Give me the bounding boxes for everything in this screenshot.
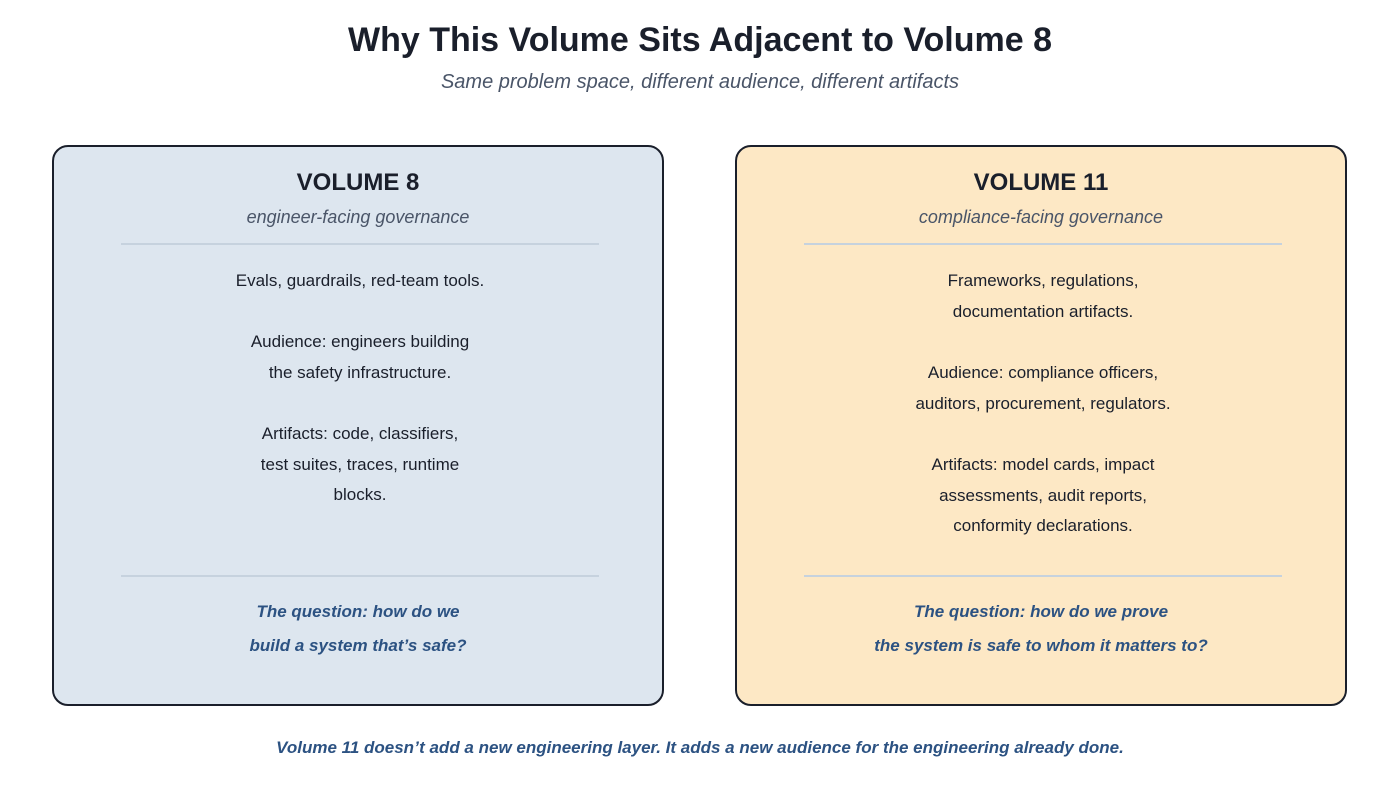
text-line: Evals, guardrails, red-team tools.	[235, 271, 485, 290]
text-line: Audience: compliance officers,	[927, 363, 1159, 382]
text-line: auditors, procurement, regulators.	[915, 393, 1171, 413]
question-line: the system is safe to whom it matters to?	[874, 636, 1208, 655]
volume-11-panel	[735, 145, 1347, 706]
footer-note: Volume 11 doesn’t add a new engineering layer. It adds a new audience for the engineering already done.	[276, 738, 1124, 757]
page-title: Why This Volume Sits Adjacent to Volume 8	[347, 21, 1053, 59]
text-line: Frameworks, regulations,	[947, 271, 1139, 290]
text-line: assessments, audit reports,	[939, 485, 1147, 505]
artifacts-text	[94, 419, 626, 511]
scope-text	[94, 266, 626, 297]
panel-tagline: compliance-facing governance	[918, 207, 1164, 227]
text-line: conformity declarations.	[953, 516, 1133, 536]
audience-text	[94, 327, 626, 388]
text-line: blocks.	[333, 485, 387, 505]
artifacts-text	[777, 450, 1309, 542]
text-line: test suites, traces, runtime	[260, 454, 460, 474]
text-line: the safety infrastructure.	[268, 362, 452, 382]
divider	[804, 243, 1282, 245]
panel-tagline: engineer-facing governance	[246, 207, 470, 227]
divider	[804, 575, 1282, 577]
scope-text	[777, 266, 1309, 327]
panel-question	[54, 595, 662, 663]
question-line: build a system that’s safe?	[249, 636, 467, 655]
page-subtitle: Same problem space, different audience, different artifacts	[440, 71, 960, 93]
panel-heading: VOLUME 11	[973, 169, 1109, 196]
divider	[121, 243, 599, 245]
text-line: Artifacts: code, classifiers,	[261, 424, 459, 443]
question-line: The question: how do we prove	[913, 602, 1169, 621]
panel-heading: VOLUME 8	[296, 169, 420, 196]
divider	[121, 575, 599, 577]
question-line: The question: how do we	[256, 602, 460, 621]
audience-text	[777, 358, 1309, 419]
volume-8-panel	[52, 145, 664, 706]
text-line: documentation artifacts.	[952, 301, 1134, 321]
text-line: Artifacts: model cards, impact	[931, 455, 1155, 474]
panel-question	[737, 595, 1345, 663]
text-line: Audience: engineers building	[250, 332, 470, 351]
